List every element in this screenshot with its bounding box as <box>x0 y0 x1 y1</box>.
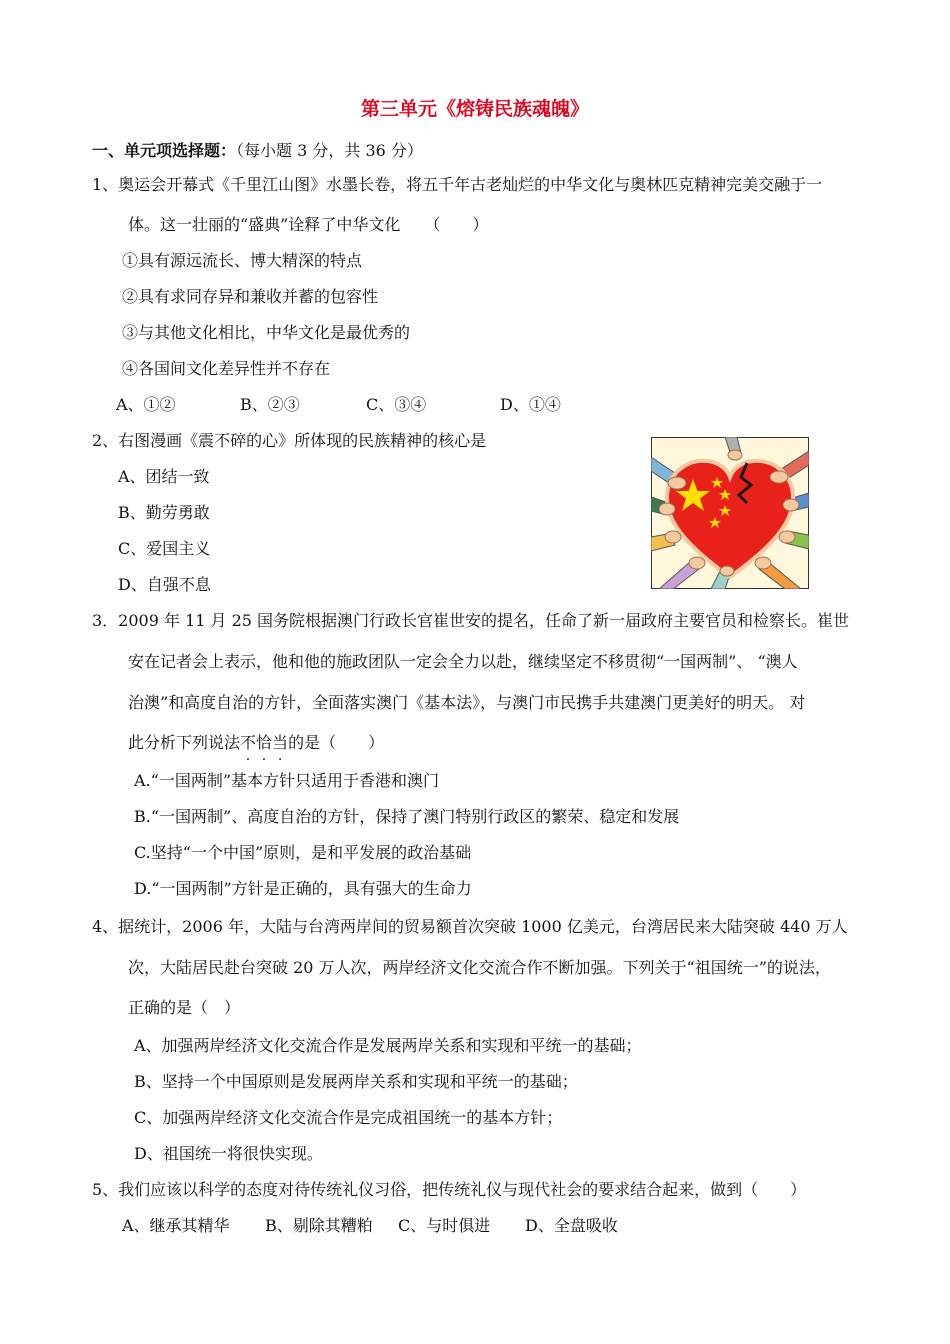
q5-stem: 5、我们应该以科学的态度对待传统礼仪习俗，把传统礼仪与现代社会的要求结合起来，做到（ ） <box>92 1180 807 1199</box>
q5-option-d: D、全盘吸收 <box>525 1216 618 1235</box>
q3-stem-line2: 安在记者会上表示，他和他的施政团队一定会全力以赴，继续坚定不移贯彻“一国两制”、 “澳人 <box>128 652 798 671</box>
q1-option-c: C、③④ <box>366 395 427 414</box>
q1-option-d: D、①④ <box>500 395 561 414</box>
q1-item-1: ①具有源远流长、博大精深的特点 <box>122 251 363 270</box>
emphasis-char-1: 不 <box>240 733 257 752</box>
q2-stem: 2、右图漫画《震不碎的心》所体现的民族精神的核心是 <box>92 431 487 450</box>
q4-stem-line2: 次，大陆居民赴台突破 20 万人次，两岸经济文化交流合作不断加强。下列关于“祖国统一”的说法， <box>128 958 831 977</box>
q4-option-c: C、加强两岸经济文化交流合作是完成祖国统一的基本方针； <box>134 1108 563 1127</box>
q5-option-b: B、剔除其糟粕 <box>265 1216 373 1235</box>
q3-stem-line3: 治澳”和高度自治的方针，全面落实澳门《基本法》，与澳门市民携手共建澳门更美好的明天。 对 <box>128 693 806 712</box>
q1-stem-line2: 体。这一壮丽的“盛典”诠释了中华文化 （ ） <box>128 215 489 234</box>
q2-option-c: C、爱国主义 <box>118 539 211 558</box>
emphasis-char-2: 恰 <box>256 733 273 752</box>
section-title: 一、单元项选择题： <box>92 141 237 160</box>
heart-flag-cartoon-image <box>651 437 809 589</box>
section-heading <box>92 141 423 161</box>
q2-option-a: A、团结一致 <box>118 467 210 486</box>
q1-option-b: B、②③ <box>240 395 300 414</box>
q1-item-4: ④各国间文化差异性并不存在 <box>122 359 331 378</box>
q4-option-a: A、加强两岸经济文化交流合作是发展两岸关系和实现和平统一的基础； <box>134 1036 642 1055</box>
q4-stem-line1: 4、据统计，2006 年，大陆与台湾两岸间的贸易额首次突破 1000 亿美元，台湾居民来大陆突破 440 万人 <box>92 917 848 936</box>
q4-option-d: D、祖国统一将很快实现。 <box>134 1144 323 1163</box>
q2-option-b: B、勤劳勇敢 <box>118 503 210 522</box>
q1-item-2: ②具有求同存异和兼收并蓄的包容性 <box>122 287 379 306</box>
q4-option-b: B、坚持一个中国原则是发展两岸关系和实现和平统一的基础； <box>134 1072 578 1091</box>
q5-option-c: C、与时俱进 <box>398 1216 491 1235</box>
page-title: 第三单元《熔铸民族魂魄》 <box>360 98 589 120</box>
q3-line4-pre: 此分析下列说法 <box>128 733 241 752</box>
q3-option-a: A.“一国两制”基本方针只适用于香港和澳门 <box>134 771 440 790</box>
q3-line4-post: 的是（ ） <box>288 733 385 752</box>
q3-option-b: B.“一国两制”、高度自治的方针，保持了澳门特别行政区的繁荣、稳定和发展 <box>134 807 680 826</box>
q1-item-3: ③与其他文化相比，中华文化是最优秀的 <box>122 323 411 342</box>
q2-option-d: D、自强不息 <box>118 575 211 594</box>
section-note: （每小题 3 分，共 36 分） <box>236 141 423 160</box>
q1-option-a: A、①② <box>116 395 176 414</box>
q5-option-a: A、继承其精华 <box>122 1216 230 1235</box>
q3-stem-line1: 3．2009 年 11 月 25 国务院根据澳门行政长官崔世安的提名，任命了新一届政府主要官员和检察长。崔世 <box>92 611 850 630</box>
q3-option-c: C.坚持“一个中国”原则，是和平发展的政治基础 <box>134 843 472 862</box>
q4-stem-line3: 正确的是（ ） <box>128 998 241 1017</box>
q3-option-d: D.“一国两制”方针是正确的，具有强大的生命力 <box>134 879 472 898</box>
q3-stem-line4 <box>128 733 384 753</box>
emphasis-char-3: 当 <box>272 733 289 752</box>
q1-stem-line1: 1、奥运会开幕式《千里江山图》水墨长卷，将五千年古老灿烂的中华文化与奥林匹克精神完美交融于一 <box>92 175 823 194</box>
